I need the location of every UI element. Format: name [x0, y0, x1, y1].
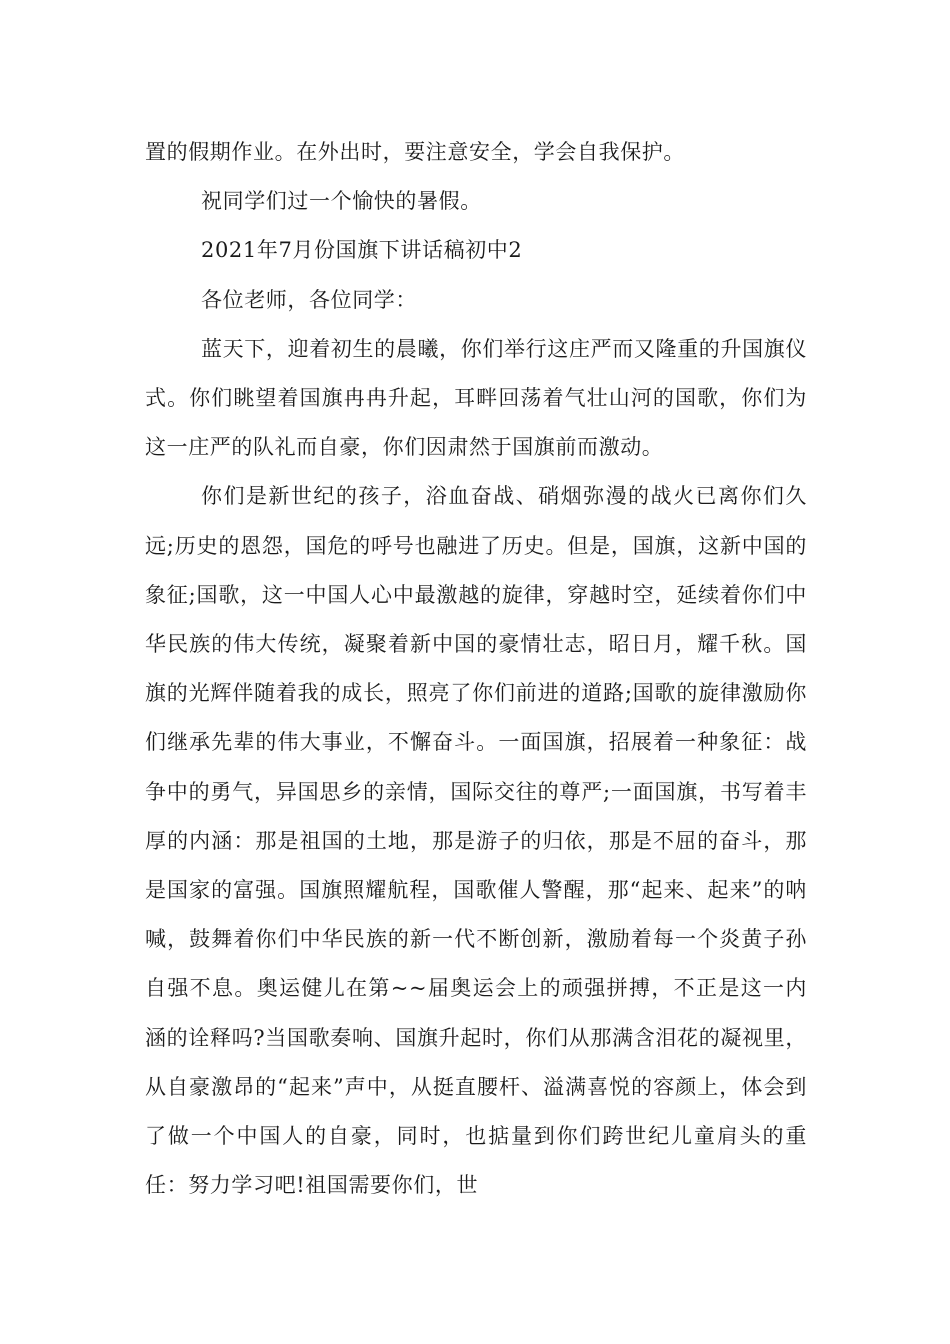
- salutation: 各位老师，各位同学：: [201, 287, 417, 312]
- paragraph-5: 蓝天下，迎着初生的晨曦，你们举行这庄严而又隆重的升国旗仪式。你们眺望着国旗冉冉升起，耳畔回荡着气壮山河的国歌，你们为这一庄严的队礼而自豪，你们因肃然于国旗前而激动。: [145, 336, 807, 460]
- paragraph-2: 祝同学们过一个愉快的暑假。: [201, 189, 482, 214]
- section-title: 2021年7月份国旗下讲话稿初中2: [201, 238, 523, 263]
- document-body: [145, 128, 807, 1210]
- paragraph-1: 置的假期作业。在外出时，要注意安全，学会自我保护。: [145, 140, 685, 164]
- paragraph-6: 你们是新世纪的孩子，浴血奋战、硝烟弥漫的战火已离你们久远;历史的恩怨，国危的呼号也融进了历史。但是，国旗，这新中国的象征;国歌，这一中国人心中最激越的旋律，穿越时空，延续着你们中华民族的伟大传统，凝聚着新中国的豪情壮志，昭日月，耀千秋。国旗的光辉伴随着我的成长，照亮了你们前进的道路;国歌的旋律激励你们继承先辈的伟大事业，不懈奋斗。一面国旗，招展着一种象征：战争中的勇气，异国思乡的亲情，国际交往的尊严;一面国旗，书写着丰厚的内涵：那是祖国的土地，那是游子的归依，那是不屈的奋斗，那是国家的富强。国旗照耀航程，国歌催人警醒，那“起来、起来”的呐喊，鼓舞着你们中华民族的新一代不断创新，激励着每一个炎黄子孙自强不息。奥运健儿在第~~届奥运会上的顽强拼搏，不正是这一内涵的诠释吗?当国歌奏响、国旗升起时，你们从那满含泪花的凝视里，从自豪激昂的“起来”声中，从挺直腰杆、溢满喜悦的容颜上，体会到了做一个中国人的自豪，同时，也掂量到你们跨世纪儿童肩头的重任：努力学习吧!祖国需要你们，世: [145, 484, 807, 1198]
